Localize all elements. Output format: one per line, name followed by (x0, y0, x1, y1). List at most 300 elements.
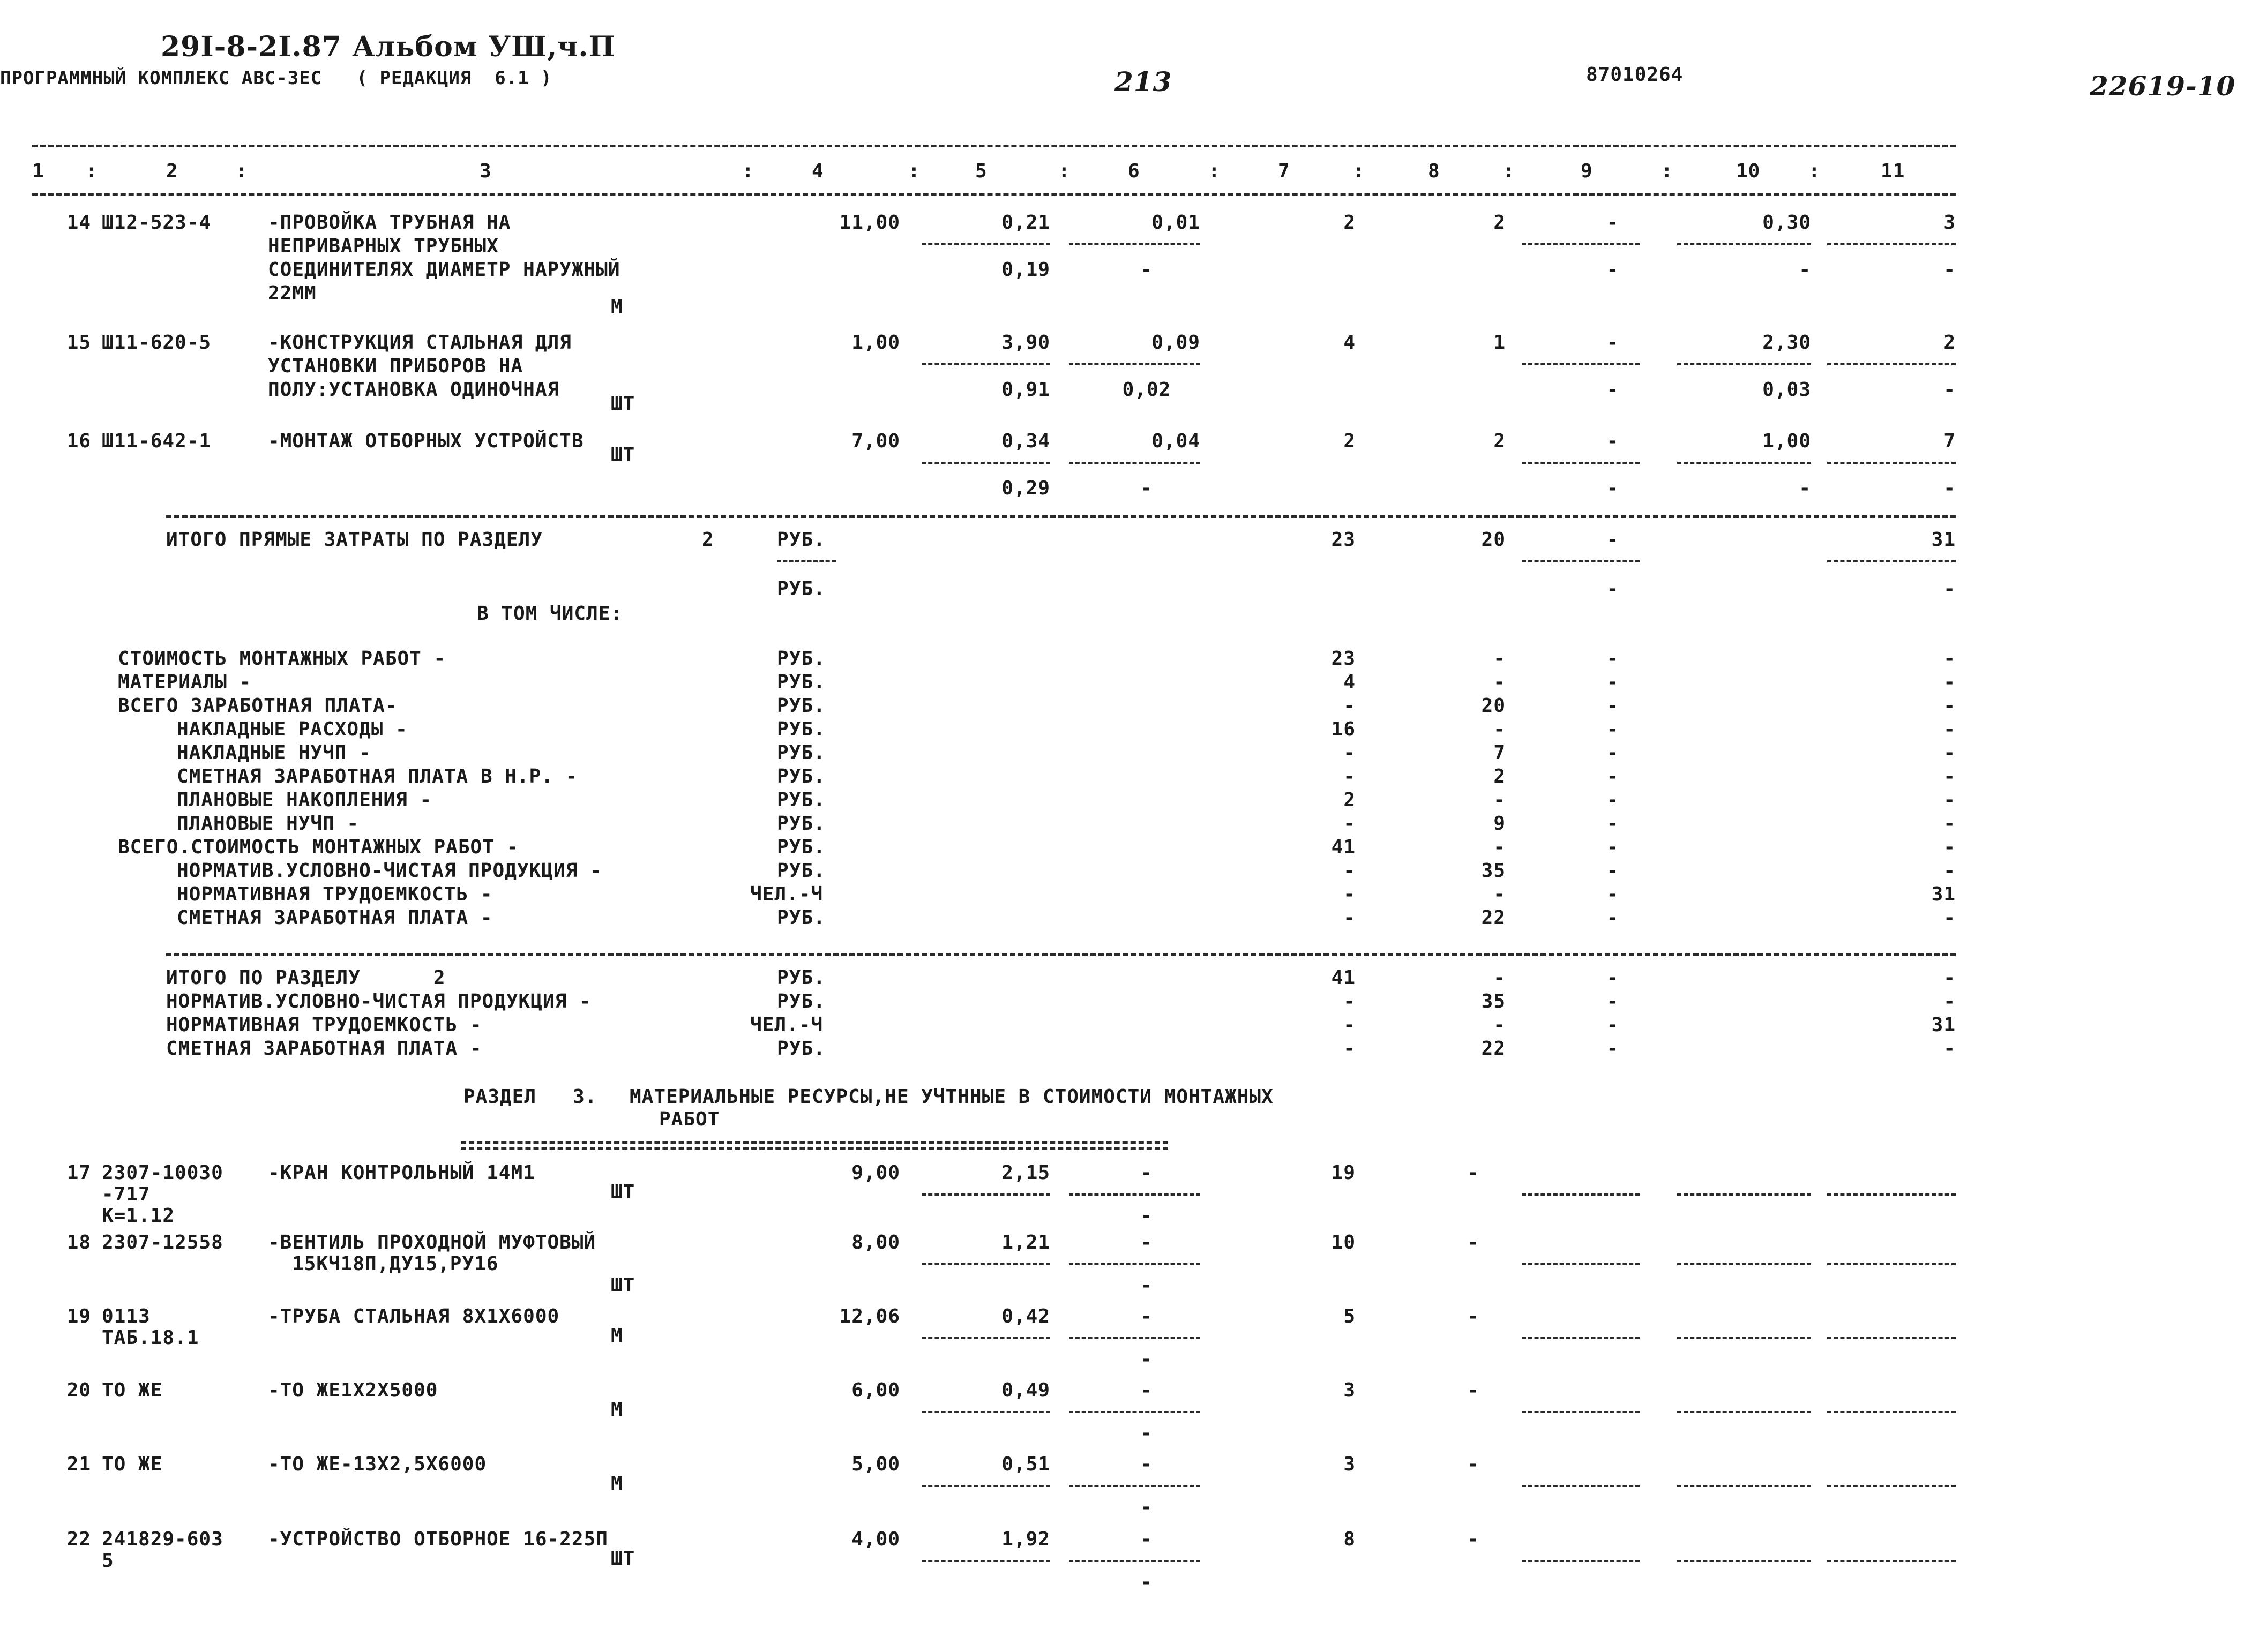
totals-c9-second: - (1606, 578, 1619, 600)
material-c5: 1,21 (1001, 1232, 1050, 1253)
row-qty: 1,00 (851, 332, 900, 354)
row-c11: 7 (1943, 430, 1956, 452)
row-dash-c5 (922, 243, 1050, 245)
material-number: 21 (66, 1453, 91, 1475)
row-c9: - (1606, 332, 1619, 354)
breakdown-c11: - (1943, 671, 1956, 693)
column-divider: : (236, 160, 248, 182)
totals-c7: 23 (1331, 529, 1356, 551)
material-code-cont: ТАБ.18.1 (102, 1327, 199, 1349)
breakdown-c11: - (1943, 695, 1956, 717)
material-unit: ШТ (611, 1548, 635, 1570)
header-bottom-rule (32, 193, 1956, 196)
row-dash-c6 (1069, 243, 1200, 245)
section-total-c8: - (1493, 1014, 1506, 1036)
material-unit: ШТ (611, 1274, 635, 1296)
breakdown-label: НАКЛАДНЫЕ РАСХОДЫ - (177, 718, 408, 740)
column-divider: : (1058, 160, 1071, 182)
material-dash-c5 (922, 1485, 1050, 1487)
material-c8: - (1467, 1162, 1480, 1184)
breakdown-c11: 31 (1931, 883, 1956, 905)
material-dash-c5 (922, 1560, 1050, 1562)
breakdown-c8: 9 (1493, 813, 1506, 835)
row-c7: 4 (1343, 332, 1356, 354)
material-dash-c11 (1827, 1263, 1956, 1265)
breakdown-c9: - (1606, 648, 1619, 670)
material-c5: 0,51 (1001, 1453, 1050, 1475)
section-total-c11: - (1943, 990, 1956, 1012)
material-dash-c5 (922, 1193, 1050, 1196)
breakdown-c7: - (1343, 860, 1356, 882)
material-coefficient: К=1.12 (102, 1205, 175, 1227)
material-unit: М (611, 1399, 623, 1421)
row-c9-second: - (1606, 379, 1619, 401)
row-dash-c6 (1069, 462, 1200, 464)
row-dash-c10 (1677, 363, 1811, 365)
row-c9-second: - (1606, 259, 1619, 281)
row-dash-c9 (1522, 363, 1640, 365)
row-c10: 1,00 (1762, 430, 1811, 452)
material-dash-c9 (1522, 1560, 1640, 1562)
section3-label: РАЗДЕЛ 3. (463, 1086, 597, 1108)
material-qty: 5,00 (851, 1453, 900, 1475)
breakdown-c8: 35 (1481, 860, 1506, 882)
breakdown-c8: - (1493, 671, 1506, 693)
row-c5-second: 0,91 (1001, 379, 1050, 401)
material-qty: 6,00 (851, 1379, 900, 1401)
row-number: 16 (66, 430, 91, 452)
material-name: -ТО ЖЕ1Х2Х5000 (268, 1379, 438, 1401)
row-c11-second: - (1943, 379, 1956, 401)
row-dash-c6 (1069, 363, 1200, 365)
material-dash-c10 (1677, 1337, 1811, 1339)
row-description: -ПРОВОЙКА ТРУБНАЯ НА (268, 212, 511, 234)
row-dash-c10 (1677, 243, 1811, 245)
breakdown-c11: - (1943, 813, 1956, 835)
totals-dash-c11 (1827, 560, 1956, 562)
material-code: 2307-12558 (102, 1232, 223, 1253)
column-header-8: 8 (1428, 160, 1440, 182)
material-c6: - (1140, 1453, 1153, 1475)
breakdown-c11: - (1943, 648, 1956, 670)
totals-c11-second: - (1943, 578, 1956, 600)
row-c6-second: - (1140, 477, 1153, 499)
album-code: 29I-8-2I.87 Альбом УШ,ч.П (161, 31, 616, 63)
row-dash-c5 (922, 462, 1050, 464)
section-total-label: ИТОГО ПО РАЗДЕЛУ 2 (166, 967, 446, 989)
breakdown-c8: 7 (1493, 742, 1506, 764)
row-dash-c10 (1677, 462, 1811, 464)
material-dash-c5 (922, 1263, 1050, 1265)
material-code: 241829-603 (102, 1528, 223, 1550)
breakdown-c9: - (1606, 883, 1619, 905)
material-dash-c9 (1522, 1337, 1640, 1339)
totals-dash-c9 (1522, 560, 1640, 562)
material-name-cont: 15КЧ18П,ДУ15,РУ16 (292, 1253, 499, 1275)
material-c6: - (1140, 1528, 1153, 1550)
column-divider: : (742, 160, 754, 182)
breakdown-unit: РУБ. (777, 907, 826, 929)
row-description: 22ММ (268, 282, 317, 304)
row-c9-second: - (1606, 477, 1619, 499)
material-unit: ШТ (611, 1181, 635, 1203)
breakdown-unit: РУБ. (777, 789, 826, 811)
material-dash-c10 (1677, 1263, 1811, 1265)
row-c9: - (1606, 212, 1619, 234)
row-description: НЕПРИВАРНЫХ ТРУБНЫХ (268, 235, 499, 257)
column-header-9: 9 (1581, 160, 1593, 182)
material-qty: 8,00 (851, 1232, 900, 1253)
material-dash-c10 (1677, 1485, 1811, 1487)
material-c8: - (1467, 1528, 1480, 1550)
section-total-rule (166, 953, 1956, 956)
material-c7: 19 (1331, 1162, 1356, 1184)
row-c11: 2 (1943, 332, 1956, 354)
row-qty: 11,00 (839, 212, 900, 234)
breakdown-unit: РУБ. (777, 671, 826, 693)
totals-section: 2 (702, 529, 714, 551)
material-name: -ТРУБА СТАЛЬНАЯ 8Х1Х6000 (268, 1305, 560, 1327)
breakdown-c9: - (1606, 718, 1619, 740)
row-qty: 7,00 (851, 430, 900, 452)
material-number: 19 (66, 1305, 91, 1327)
row-code: Ш11-642-1 (102, 430, 212, 452)
section-total-c11: - (1943, 967, 1956, 989)
material-dash-c9 (1522, 1485, 1640, 1487)
breakdown-unit: РУБ. (777, 742, 826, 764)
material-c7: 3 (1343, 1453, 1356, 1475)
material-dash-c11 (1827, 1337, 1956, 1339)
material-number: 20 (66, 1379, 91, 1401)
breakdown-c11: - (1943, 718, 1956, 740)
breakdown-c7: 23 (1331, 648, 1356, 670)
breakdown-c8: - (1493, 718, 1506, 740)
breakdown-c9: - (1606, 813, 1619, 835)
section-total-c7: - (1343, 1038, 1356, 1060)
breakdown-c11: - (1943, 765, 1956, 787)
row-c6: 0,01 (1151, 212, 1200, 234)
breakdown-c7: - (1343, 907, 1356, 929)
material-dash-c6 (1069, 1263, 1200, 1265)
material-dash-c10 (1677, 1193, 1811, 1196)
row-description: УСТАНОВКИ ПРИБОРОВ НА (268, 355, 523, 377)
material-c7: 3 (1343, 1379, 1356, 1401)
row-c11-second: - (1943, 259, 1956, 281)
material-c5: 2,15 (1001, 1162, 1050, 1184)
breakdown-unit: РУБ. (777, 813, 826, 835)
row-dash-c9 (1522, 243, 1640, 245)
section-total-label: СМЕТНАЯ ЗАРАБОТНАЯ ПЛАТА - (166, 1038, 482, 1060)
material-c8: - (1467, 1453, 1480, 1475)
breakdown-c9: - (1606, 742, 1619, 764)
breakdown-c11: - (1943, 860, 1956, 882)
column-header-10: 10 (1736, 160, 1761, 182)
breakdown-c8: 22 (1481, 907, 1506, 929)
breakdown-label: СТОИМОСТЬ МОНТАЖНЫХ РАБОТ - (118, 648, 446, 670)
breakdown-c8: 2 (1493, 765, 1506, 787)
material-c5: 0,49 (1001, 1379, 1050, 1401)
row-c6-second: - (1140, 259, 1153, 281)
material-name: -УСТРОЙСТВО ОТБОРНОЕ 16-225П (268, 1528, 608, 1550)
material-c7: 5 (1343, 1305, 1356, 1327)
row-c7: 2 (1343, 430, 1356, 452)
breakdown-c11: - (1943, 907, 1956, 929)
column-header-2: 2 (166, 160, 178, 182)
material-c8: - (1467, 1232, 1480, 1253)
row-code: Ш11-620-5 (102, 332, 212, 354)
breakdown-c9: - (1606, 671, 1619, 693)
material-code: ТО ЖЕ (102, 1453, 163, 1475)
section3-double-rule (461, 1141, 1168, 1150)
column-header-6: 6 (1128, 160, 1140, 182)
material-c8: - (1467, 1305, 1480, 1327)
material-number: 17 (66, 1162, 91, 1184)
breakdown-label: НАКЛАДНЫЕ НУЧП - (177, 742, 371, 764)
material-dash-c5 (922, 1337, 1050, 1339)
column-divider: : (1808, 160, 1821, 182)
row-c8: 2 (1493, 430, 1506, 452)
material-unit: М (611, 1325, 623, 1347)
breakdown-c7: - (1343, 695, 1356, 717)
material-dash-c6 (1069, 1337, 1200, 1339)
row-c7: 2 (1343, 212, 1356, 234)
row-unit: ШТ (611, 444, 635, 466)
row-dash-c9 (1522, 462, 1640, 464)
material-number: 22 (66, 1528, 91, 1550)
totals-title: ИТОГО ПРЯМЫЕ ЗАТРАТЫ ПО РАЗДЕЛУ (166, 529, 543, 551)
breakdown-unit: РУБ. (777, 718, 826, 740)
column-header-3: 3 (480, 160, 492, 182)
row-c10: 0,30 (1762, 212, 1811, 234)
row-description: ПОЛУ:УСТАНОВКА ОДИНОЧНАЯ (268, 379, 560, 401)
section-total-unit: ЧЕЛ.-Ч (750, 1014, 824, 1036)
breakdown-label: СМЕТНАЯ ЗАРАБОТНАЯ ПЛАТА - (177, 907, 493, 929)
material-c6-second: - (1140, 1274, 1153, 1296)
material-c6: - (1140, 1305, 1153, 1327)
material-code-cont: -717 (102, 1183, 151, 1205)
section-total-c8: 35 (1481, 990, 1506, 1012)
material-unit: М (611, 1473, 623, 1495)
section-total-c11: - (1943, 1038, 1956, 1060)
breakdown-unit: РУБ. (777, 836, 826, 858)
breakdown-c7: - (1343, 813, 1356, 835)
breakdown-unit: РУБ. (777, 860, 826, 882)
totals-c11: 31 (1931, 529, 1956, 551)
section-total-c9: - (1606, 1038, 1619, 1060)
breakdown-c8: - (1493, 883, 1506, 905)
breakdown-c8: 20 (1481, 695, 1506, 717)
breakdown-c7: 41 (1331, 836, 1356, 858)
column-header-1: 1 (32, 160, 44, 182)
totals-c8: 20 (1481, 529, 1506, 551)
row-c10-second: - (1799, 259, 1811, 281)
material-dash-c11 (1827, 1485, 1956, 1487)
row-c6: 0,09 (1151, 332, 1200, 354)
section-total-c7: - (1343, 1014, 1356, 1036)
breakdown-c9: - (1606, 789, 1619, 811)
material-name: -ВЕНТИЛЬ ПРОХОДНОЙ МУФТОВЫЙ (268, 1232, 596, 1253)
material-c5: 0,42 (1001, 1305, 1050, 1327)
breakdown-c7: - (1343, 765, 1356, 787)
section-total-c9: - (1606, 967, 1619, 989)
breakdown-c9: - (1606, 860, 1619, 882)
material-c7: 10 (1331, 1232, 1356, 1253)
breakdown-unit: ЧЕЛ.-Ч (750, 883, 824, 905)
row-number: 15 (66, 332, 91, 354)
breakdown-c8: - (1493, 789, 1506, 811)
column-header-11: 11 (1881, 160, 1905, 182)
row-c6-second: 0,02 (1122, 379, 1171, 401)
row-dash-c11 (1827, 462, 1956, 464)
program-line: ПРОГРАММНЫЙ КОМПЛЕКС АВС-ЗЕС ( РЕДАКЦИЯ 6.1 ) (0, 67, 552, 89)
breakdown-c9: - (1606, 907, 1619, 929)
material-c5: 1,92 (1001, 1528, 1050, 1550)
material-dash-c6 (1069, 1560, 1200, 1562)
material-c6: - (1140, 1379, 1153, 1401)
totals-unit-dash (777, 560, 836, 562)
material-dash-c6 (1069, 1411, 1200, 1413)
material-name: -КРАН КОНТРОЛЬНЫЙ 14М1 (268, 1162, 535, 1184)
breakdown-c7: - (1343, 883, 1356, 905)
material-dash-c9 (1522, 1411, 1640, 1413)
row-code: Ш12-523-4 (102, 212, 212, 234)
column-divider: : (1503, 160, 1515, 182)
material-dash-c11 (1827, 1560, 1956, 1562)
material-code: 2307-10030 (102, 1162, 223, 1184)
row-unit: ШТ (611, 393, 635, 415)
material-dash-c11 (1827, 1411, 1956, 1413)
breakdown-c9: - (1606, 836, 1619, 858)
material-c6-second: - (1140, 1422, 1153, 1444)
column-header-5: 5 (975, 160, 988, 182)
row-c5-second: 0,19 (1001, 259, 1050, 281)
section-total-label: НОРМАТИВ.УСЛОВНО-ЧИСТАЯ ПРОДУКЦИЯ - (166, 990, 592, 1012)
column-header-7: 7 (1278, 160, 1290, 182)
breakdown-label: ПЛАНОВЫЕ НАКОПЛЕНИЯ - (177, 789, 432, 811)
row-description: -МОНТАЖ ОТБОРНЫХ УСТРОЙСТВ (268, 430, 584, 452)
material-qty: 9,00 (851, 1162, 900, 1184)
material-dash-c5 (922, 1411, 1050, 1413)
section-total-c7: 41 (1331, 967, 1356, 989)
breakdown-unit: РУБ. (777, 648, 826, 670)
row-c5: 0,34 (1001, 430, 1050, 452)
material-c6: - (1140, 1232, 1153, 1253)
breakdown-c7: 2 (1343, 789, 1356, 811)
column-divider: : (908, 160, 921, 182)
row-description: -КОНСТРУКЦИЯ СТАЛЬНАЯ ДЛЯ (268, 332, 572, 354)
row-c10-second: 0,03 (1762, 379, 1811, 401)
breakdown-label: МАТЕРИАЛЫ - (118, 671, 252, 693)
row-c6: 0,04 (1151, 430, 1200, 452)
breakdown-unit: РУБ. (777, 695, 826, 717)
material-code: 0113 (102, 1305, 151, 1327)
breakdown-label: НОРМАТИВНАЯ ТРУДОЕМКОСТЬ - (177, 883, 493, 905)
material-dash-c10 (1677, 1560, 1811, 1562)
material-number: 18 (66, 1232, 91, 1253)
material-c6-second: - (1140, 1571, 1153, 1593)
material-dash-c11 (1827, 1193, 1956, 1196)
material-c6: - (1140, 1162, 1153, 1184)
material-name: -ТО ЖЕ-13Х2,5Х6000 (268, 1453, 487, 1475)
row-dash-c11 (1827, 243, 1956, 245)
breakdown-c9: - (1606, 695, 1619, 717)
row-number: 14 (66, 212, 91, 234)
material-dash-c6 (1069, 1193, 1200, 1196)
section-total-c11: 31 (1931, 1014, 1956, 1036)
row-c5: 0,21 (1001, 212, 1050, 234)
material-c6-second: - (1140, 1205, 1153, 1227)
column-divider: : (1353, 160, 1365, 182)
header-top-rule (32, 145, 1956, 147)
column-divider: : (1661, 160, 1673, 182)
row-dash-c5 (922, 363, 1050, 365)
material-c6-second: - (1140, 1348, 1153, 1370)
material-dash-c10 (1677, 1411, 1811, 1413)
material-qty: 12,06 (839, 1305, 900, 1327)
material-qty: 4,00 (851, 1528, 900, 1550)
material-code-cont: 5 (102, 1550, 114, 1572)
breakdown-label: ПЛАНОВЫЕ НУЧП - (177, 813, 360, 835)
row-c10: 2,30 (1762, 332, 1811, 354)
section-total-unit: РУБ. (777, 1038, 826, 1060)
breakdown-label: СМЕТНАЯ ЗАРАБОТНАЯ ПЛАТА В Н.Р. - (177, 765, 578, 787)
material-code: ТО ЖЕ (102, 1379, 163, 1401)
breakdown-c7: - (1343, 742, 1356, 764)
breakdown-c11: - (1943, 742, 1956, 764)
section-total-c8: - (1493, 967, 1506, 989)
row-c11: 3 (1943, 212, 1956, 234)
breakdown-c11: - (1943, 836, 1956, 858)
section-total-unit: РУБ. (777, 990, 826, 1012)
breakdown-label: ВСЕГО ЗАРАБОТНАЯ ПЛАТА- (118, 695, 398, 717)
section-total-c9: - (1606, 990, 1619, 1012)
section3-title-cont: РАБОТ (659, 1108, 720, 1130)
breakdown-c8: - (1493, 836, 1506, 858)
breakdown-c11: - (1943, 789, 1956, 811)
material-c7: 8 (1343, 1528, 1356, 1550)
row-c5-second: 0,29 (1001, 477, 1050, 499)
section-total-label: НОРМАТИВНАЯ ТРУДОЕМКОСТЬ - (166, 1014, 482, 1036)
column-divider: : (86, 160, 98, 182)
breakdown-c7: 16 (1331, 718, 1356, 740)
row-c8: 2 (1493, 212, 1506, 234)
row-c10-second: - (1799, 477, 1811, 499)
row-c8: 1 (1493, 332, 1506, 354)
breakdown-label: НОРМАТИВ.УСЛОВНО-ЧИСТАЯ ПРОДУКЦИЯ - (177, 860, 602, 882)
totals-unit: РУБ. (777, 529, 826, 551)
material-c8: - (1467, 1379, 1480, 1401)
row-c11-second: - (1943, 477, 1956, 499)
handwritten-note: 22619-10 (2090, 70, 2236, 102)
column-divider: : (1208, 160, 1221, 182)
section-total-c7: - (1343, 990, 1356, 1012)
totals-c9: - (1606, 529, 1619, 551)
totals-top-rule (166, 515, 1956, 518)
breakdown-label: ВСЕГО.СТОИМОСТЬ МОНТАЖНЫХ РАБОТ - (118, 836, 519, 858)
including-heading: В ТОМ ЧИСЛЕ: (477, 603, 623, 625)
document-number: 87010264 (1586, 64, 1684, 86)
row-c9: - (1606, 430, 1619, 452)
page-number: 213 (1114, 66, 1172, 97)
breakdown-c9: - (1606, 765, 1619, 787)
breakdown-c8: - (1493, 648, 1506, 670)
totals-unit-second: РУБ. (777, 578, 826, 600)
section-total-unit: РУБ. (777, 967, 826, 989)
row-c5: 3,90 (1001, 332, 1050, 354)
row-description: СОЕДИНИТЕЛЯХ ДИАМЕТР НАРУЖНЫЙ (268, 259, 620, 281)
breakdown-unit: РУБ. (777, 765, 826, 787)
row-dash-c11 (1827, 363, 1956, 365)
